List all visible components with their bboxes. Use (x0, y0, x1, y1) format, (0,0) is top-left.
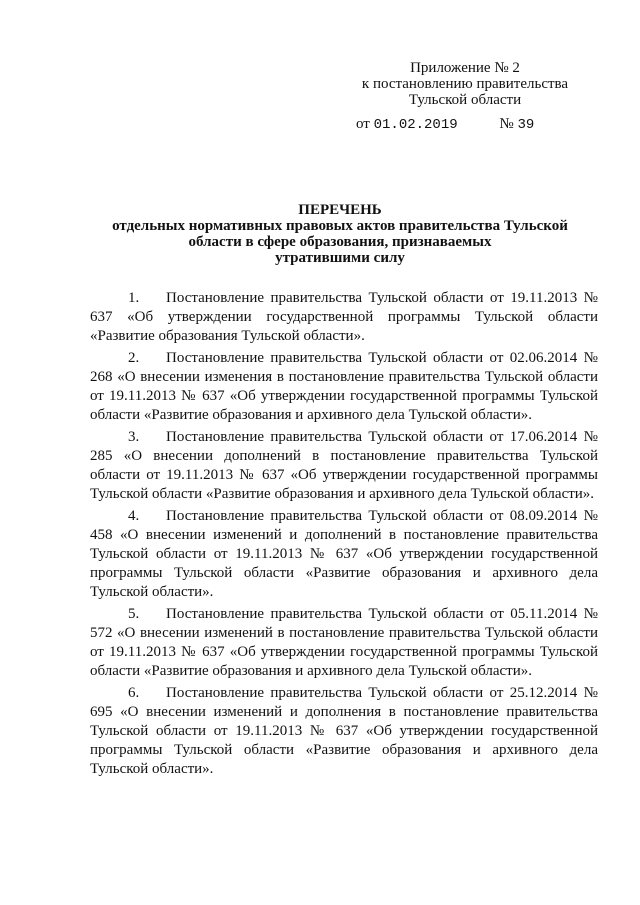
item-text: Постановление правительства Тульской области от 17.06.2014 № 285 «О внесении дополнений в постановление правительства Тульской области от 19.11.2013 № 637 «Об утверждении государственной программы Тульской области «Развитие образования и архивного дела Тульской области». (90, 429, 598, 502)
item-number: 3. (128, 429, 140, 445)
list-item (90, 428, 598, 504)
list-item (90, 605, 598, 681)
document-number: 39 (517, 117, 535, 133)
item-text: Постановление правительства Тульской области от 08.09.2014 № 458 «О внесении изменений и дополнений в постановление правительства Тульской области от 19.11.2013 № 637 «Об утверждении государственной программы Тульской области «Развитие образования и архивного дела Тульской области». (90, 508, 598, 600)
item-number: 4. (128, 508, 140, 524)
item-text: Постановление правительства Тульской области от 05.11.2014 № 572 «О внесении изменений в постановление правительства Тульской области от 19.11.2013 № 637 «Об утверждении государственной программы Тульской области «Развитие образования и архивного дела Тульской области». (90, 606, 598, 679)
list-item (90, 507, 598, 602)
item-number: 2. (128, 350, 140, 366)
appendix-line: к постановлению правительства (361, 76, 569, 92)
list-item (90, 684, 598, 779)
item-number: 5. (128, 606, 140, 622)
item-number: 6. (128, 685, 140, 701)
title-line: области в сфере образования, признаваемых (188, 234, 492, 250)
number-label: № (499, 116, 514, 132)
appendix-line: Приложение № 2 (410, 60, 520, 76)
acts-list (90, 289, 598, 782)
from-label: от (356, 116, 370, 132)
title-line: отдельных нормативных правовых актов правительства Тульской (112, 218, 568, 234)
item-text: Постановление правительства Тульской области от 25.12.2014 № 695 «О внесении изменений и дополнения в постановление правительства Тульской области от 19.11.2013 № 637 «Об утверждении государственной программы Тульской области «Развитие образования и архивного дела Тульской области». (90, 685, 598, 777)
list-item (90, 289, 598, 346)
document-reference (356, 116, 534, 133)
list-item (90, 349, 598, 425)
title-line: ПЕРЕЧЕНЬ (298, 202, 382, 218)
appendix-block (340, 60, 590, 108)
appendix-line: Тульской области (408, 92, 522, 108)
item-text: Постановление правительства Тульской области от 02.06.2014 № 268 «О внесении изменения в постановление правительства Тульской области от 19.11.2013 № 637 «Об утверждении государственной программы Тульской области «Развитие образования и архивного дела Тульской области». (90, 350, 598, 423)
document-title (90, 202, 590, 266)
item-number: 1. (128, 290, 140, 306)
title-line: утратившими силу (275, 250, 405, 266)
document-date: 01.02.2019 (373, 117, 458, 133)
item-text: Постановление правительства Тульской области от 19.11.2013 № 637 «Об утверждении государственной программы Тульской области «Развитие образования Тульской области». (90, 290, 598, 344)
